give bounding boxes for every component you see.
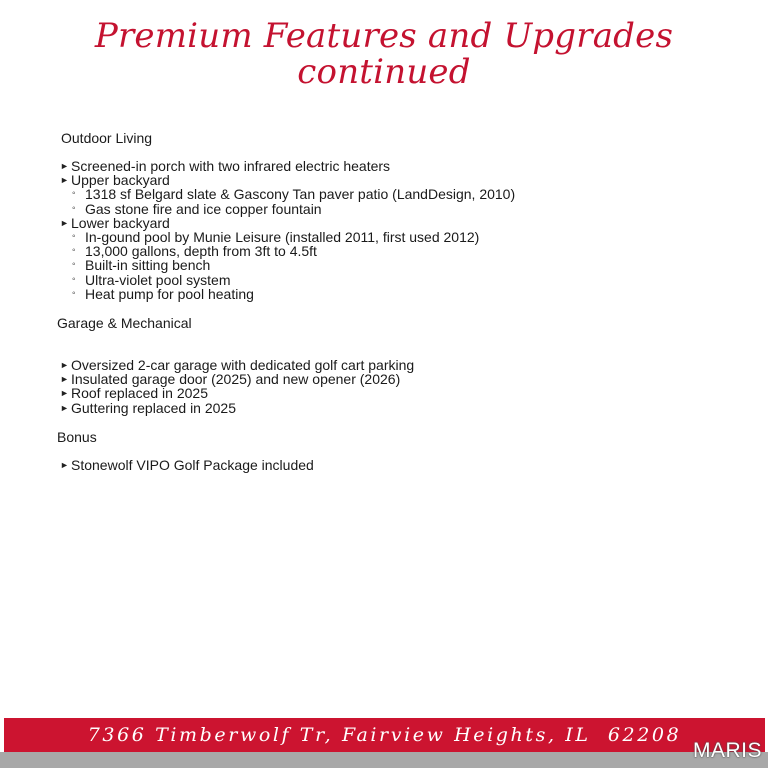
triangle-bullet-icon: ►	[60, 175, 69, 186]
circle-bullet-icon: ◦	[72, 287, 76, 299]
triangle-bullet-icon: ►	[60, 460, 69, 470]
list-item: ► Upper backyard	[60, 172, 170, 189]
circle-bullet-icon: ◦	[72, 259, 76, 271]
circle-bullet-icon: ◦	[72, 245, 76, 257]
list-item: ► Lower backyard	[60, 214, 170, 231]
list-item: ► Guttering replaced in 2025	[60, 399, 236, 416]
list-item: ◦ Gas stone fire and ice copper fountain	[72, 200, 322, 217]
section-heading-garage-mechanical: Garage & Mechanical	[57, 315, 192, 331]
list-item: ◦ 1318 sf Belgard slate & Gascony Tan paver patio (LandDesign, 2010)	[72, 186, 516, 203]
triangle-bullet-icon: ►	[60, 388, 69, 399]
list-item: ► Stonewolf VIPO Golf Package included	[60, 457, 314, 473]
outdoor-living-list	[58, 159, 515, 301]
circle-bullet-icon: ◦	[72, 188, 76, 200]
list-item: ◦ Ultra-violet pool system	[72, 271, 231, 288]
list-item: ◦ Heat pump for pool heating	[72, 285, 254, 302]
bottom-gray-bar	[0, 752, 768, 768]
bonus-list	[58, 458, 314, 472]
page-title-line-1: Premium Features and Upgrades	[94, 16, 674, 56]
circle-bullet-icon: ◦	[72, 202, 76, 214]
list-item: ◦ 13,000 gallons, depth from 3ft to 4.5ft	[72, 243, 317, 260]
triangle-bullet-icon: ►	[60, 374, 69, 385]
list-item: ► Roof replaced in 2025	[60, 385, 208, 402]
circle-bullet-icon: ◦	[72, 230, 76, 242]
property-address: 7366 Timberwolf Tr, Fairview Heights, IL 62208	[87, 724, 682, 746]
list-item: ◦ Built-in sitting bench	[72, 257, 211, 274]
page-title	[0, 18, 768, 90]
triangle-bullet-icon: ►	[60, 402, 69, 413]
list-item: ► Oversized 2-car garage with dedicated golf cart parking	[60, 357, 415, 373]
triangle-bullet-icon: ►	[60, 217, 69, 228]
list-item: ► Screened-in porch with two infrared electric heaters	[60, 158, 391, 174]
section-heading-bonus: Bonus	[57, 429, 97, 445]
triangle-bullet-icon: ►	[60, 360, 69, 370]
address-footer-banner	[4, 718, 765, 752]
list-item: ◦ In-gound pool by Munie Leisure (installed 2011, first used 2012)	[72, 228, 480, 245]
list-item: ► Insulated garage door (2025) and new opener (2026)	[60, 371, 401, 388]
circle-bullet-icon: ◦	[72, 273, 76, 285]
page-title-line-2: continued	[297, 52, 471, 92]
garage-mechanical-list	[58, 358, 414, 415]
section-heading-outdoor-living: Outdoor Living	[61, 130, 153, 146]
triangle-bullet-icon: ►	[60, 161, 69, 171]
maris-watermark: MARIS	[692, 739, 762, 762]
